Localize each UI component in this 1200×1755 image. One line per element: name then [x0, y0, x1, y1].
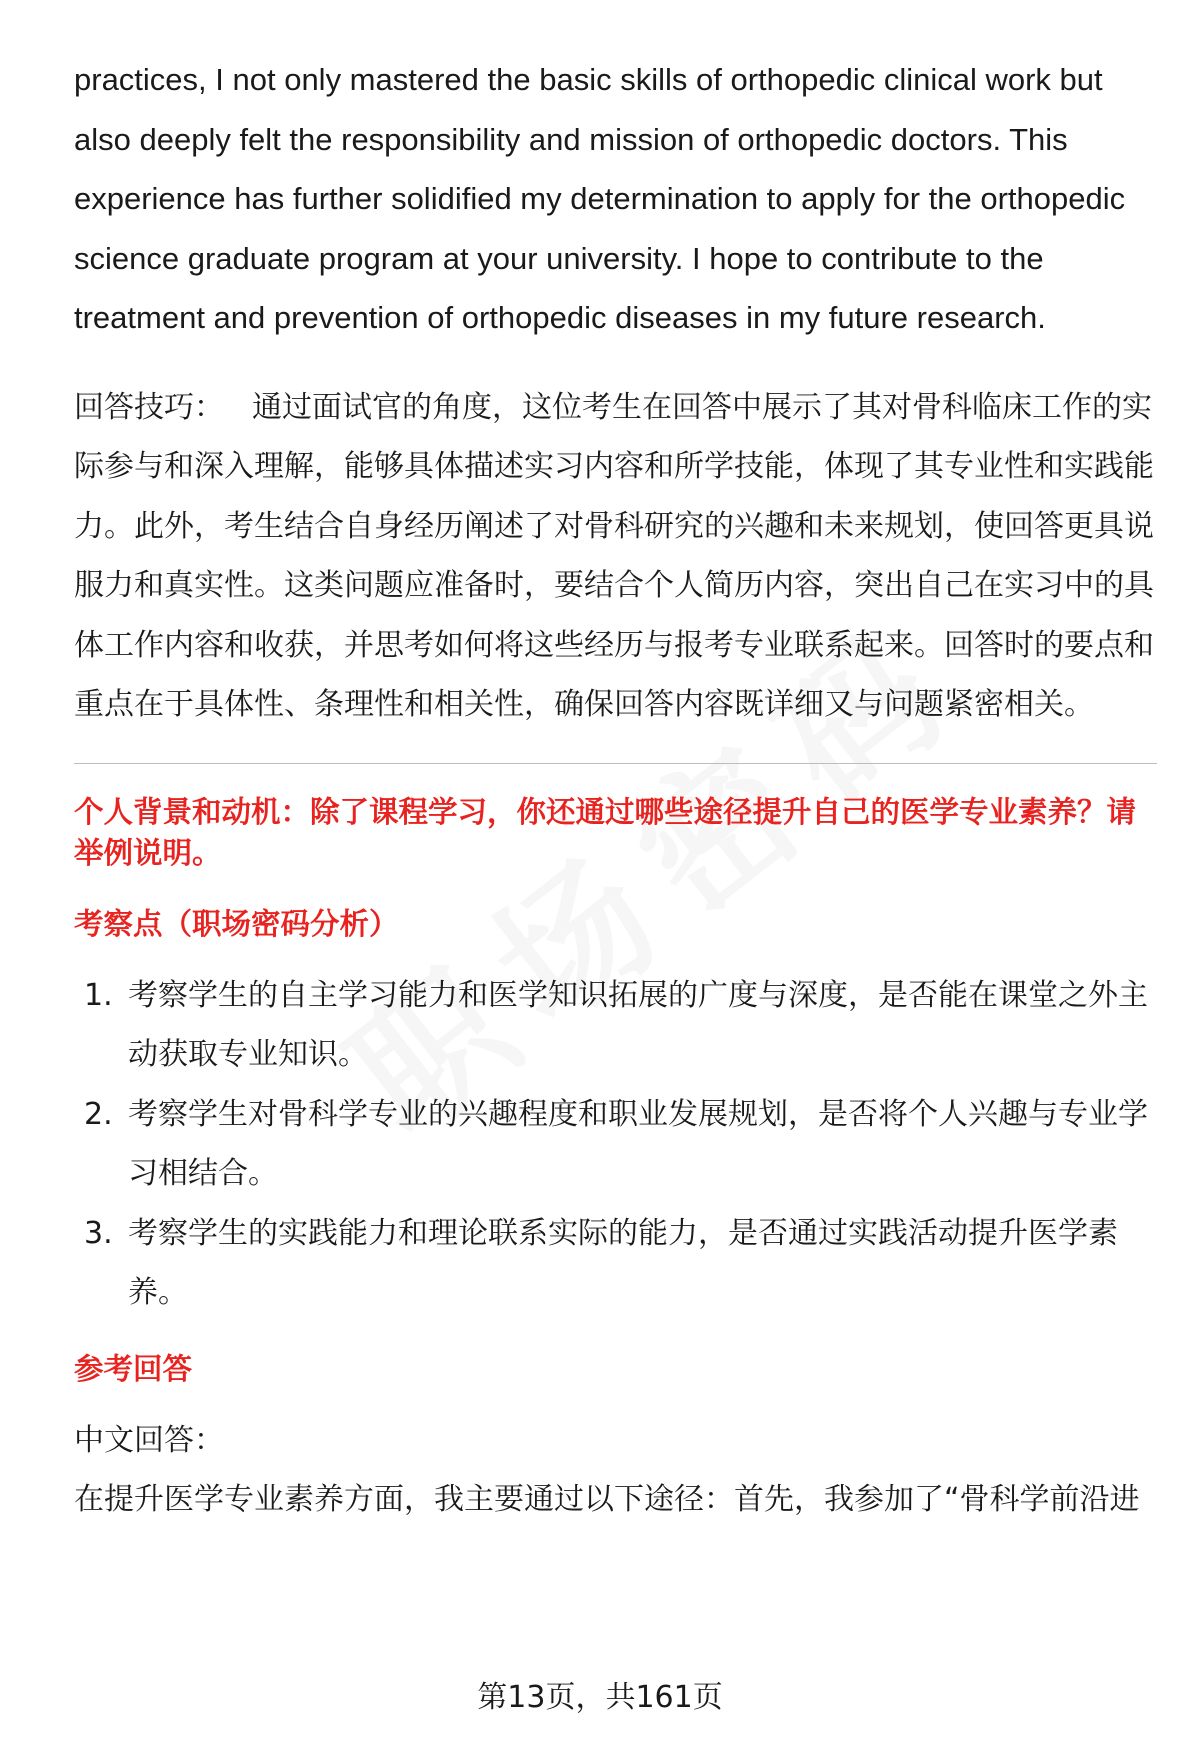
question-heading: 个人背景和动机：除了课程学习，你还通过哪些途径提升自己的医学专业素养？请举例说明。: [74, 794, 1137, 870]
assessment-title: 考察点（职场密码分析）: [74, 906, 399, 941]
document-page: [74, 50, 1160, 1520]
section-divider: [74, 763, 1157, 764]
intro-english-paragraph: practices, I not only mastered the basic skills of orthopedic clinical work but also deeply felt the responsibility and mission of orthopedic doctors. This experience has further solidified my determination to apply for the orthopedic science graduate program at your university. I hope to contribute to the treatment and prevention of orthopedic diseases in my future research.: [74, 62, 1126, 335]
assessment-list: [74, 966, 1160, 1323]
chinese-answer-text: 在提升医学专业素养方面，我主要通过以下途径：首先，我参加了“骨科学前沿进: [74, 1482, 1140, 1517]
assessment-item-number: 3.: [84, 1215, 113, 1251]
assessment-item-2: [74, 1085, 1160, 1204]
page-footer: 第13页，共161页: [477, 1680, 723, 1715]
chinese-answer-label: 中文回答：: [74, 1422, 224, 1458]
assessment-item-text: 考察学生的自主学习能力和医学知识拓展的广度与深度，是否能在课堂之外主动获取专业知识。: [128, 977, 1148, 1072]
assessment-item-3: [74, 1204, 1160, 1323]
assessment-item-number: 2.: [84, 1096, 113, 1132]
assessment-item-text: 考察学生的实践能力和理论联系实际的能力，是否通过实践活动提升医学素养。: [128, 1215, 1118, 1310]
answer-tips-label: 回答技巧：: [74, 389, 224, 425]
assessment-item-1: [74, 966, 1160, 1085]
answer-tips-text: 通过面试官的角度，这位考生在回答中展示了其对骨科临床工作的实际参与和深入理解，能够具体描述实习内容和所学技能，体现了其专业性和实践能力。此外，考生结合自身经历阐述了对骨科研究的兴趣和未来规划，使回答更具说服力和真实性。这类问题应准备时，要结合个人简历内容，突出自己在实习中的具体工作内容和收获，并思考如何将这些经历与报考专业联系起来。回答时的要点和重点在于具体性、条理性和相关性，确保回答内容既详细又与问题紧密相关。: [74, 389, 1154, 722]
assessment-item-text: 考察学生对骨科学专业的兴趣程度和职业发展规划，是否将个人兴趣与专业学习相结合。: [128, 1096, 1148, 1191]
assessment-item-number: 1.: [84, 977, 113, 1013]
answer-tips-paragraph: [74, 378, 1160, 735]
reference-answer-title: 参考回答: [74, 1351, 193, 1386]
